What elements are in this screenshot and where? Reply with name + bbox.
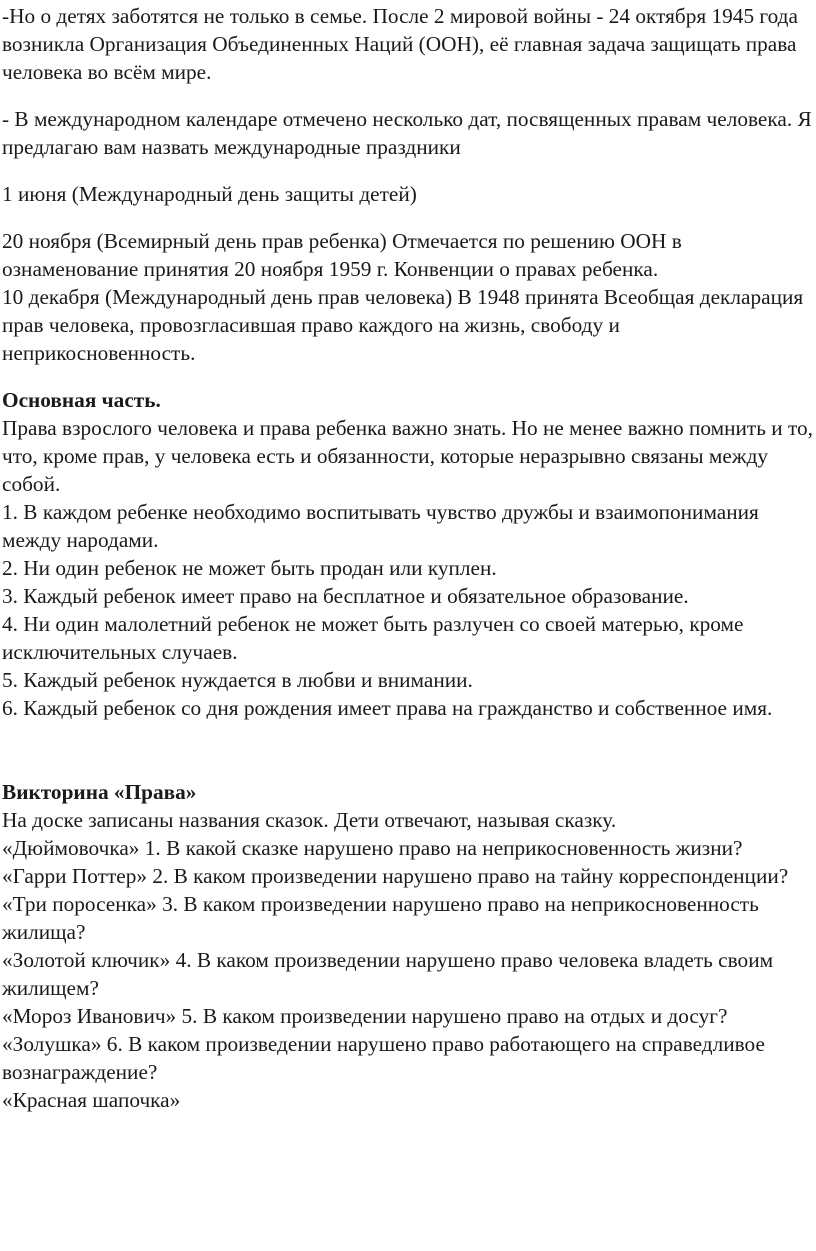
quiz-item: «Три поросенка» 3. В каком произведении нарушено право на неприкосновенность жилища?: [2, 892, 759, 944]
spacer: [2, 367, 816, 386]
main-part-item: 3. Каждый ребенок имеет право на бесплатное и обязательное образование.: [2, 584, 689, 608]
intro-paragraph-december: 10 декабря (Международный день прав человека) В 1948 принята Всеобщая декларация прав человека, провозгласившая право каждого на жизнь, свободу и неприкосновенность.: [2, 285, 804, 365]
intro-paragraph-calendar: - В международном календаре отмечено несколько дат, посвященных правам человека. Я предлагаю вам назвать международные праздники: [2, 107, 812, 159]
quiz-item: «Красная шапочка»: [2, 1088, 181, 1112]
main-part-section: [2, 386, 816, 722]
spacer: [2, 161, 816, 180]
main-part-item: 1. В каждом ребенке необходимо воспитывать чувство дружбы и взаимопонимания между народами.: [2, 500, 759, 552]
quiz-item: «Золушка» 6. В каком произведении нарушено право работающего на справедливое вознаграждение?: [2, 1032, 765, 1084]
main-part-item: 6. Каждый ребенок со дня рождения имеет права на гражданство и собственное имя.: [2, 696, 773, 720]
spacer: [2, 86, 816, 105]
main-part-item: 4. Ни один малолетний ребенок не может быть разлучен со своей матерью, кроме исключительных случаев.: [2, 612, 744, 664]
quiz-intro: На доске записаны названия сказок. Дети отвечают, называя сказку.: [2, 808, 617, 832]
quiz-item: «Мороз Иванович» 5. В каком произведении нарушено право на отдых и досуг?: [2, 1004, 728, 1028]
main-part-heading: Основная часть.: [2, 388, 161, 412]
intro-paragraph-november: 20 ноября (Всемирный день прав ребенка) Отмечается по решению ООН в ознаменование принятия 20 ноября 1959 г. Конвенции о правах ребенка.: [2, 229, 682, 281]
main-part-item: 2. Ни один ребенок не может быть продан или куплен.: [2, 556, 497, 580]
quiz-section: [2, 778, 816, 1114]
quiz-heading: Викторина «Права»: [2, 780, 197, 804]
main-part-intro: Права взрослого человека и права ребенка важно знать. Но не менее важно помнить и то, что, кроме прав, у человека есть и обязанности, которые неразрывно связаны между собой.: [2, 416, 813, 496]
main-part-item: 5. Каждый ребенок нуждается в любви и внимании.: [2, 668, 473, 692]
spacer: [2, 722, 816, 778]
quiz-item: «Гарри Поттер» 2. В каком произведении нарушено право на тайну корреспонденции?: [2, 864, 789, 888]
intro-paragraph-un: -Но о детях заботятся не только в семье. После 2 мировой войны - 24 октября 1945 года возникла Организация Объединенных Наций (ООН), её главная задача защищать права человека во всём мире.: [2, 4, 798, 84]
quiz-item: «Золотой ключик» 4. В каком произведении нарушено право человека владеть своим жилищем?: [2, 948, 774, 1000]
spacer: [2, 208, 816, 227]
quiz-item: «Дюймовочка» 1. В какой сказке нарушено право на неприкосновенность жизни?: [2, 836, 743, 860]
intro-paragraph-june: 1 июня (Международный день защиты детей): [2, 182, 417, 206]
